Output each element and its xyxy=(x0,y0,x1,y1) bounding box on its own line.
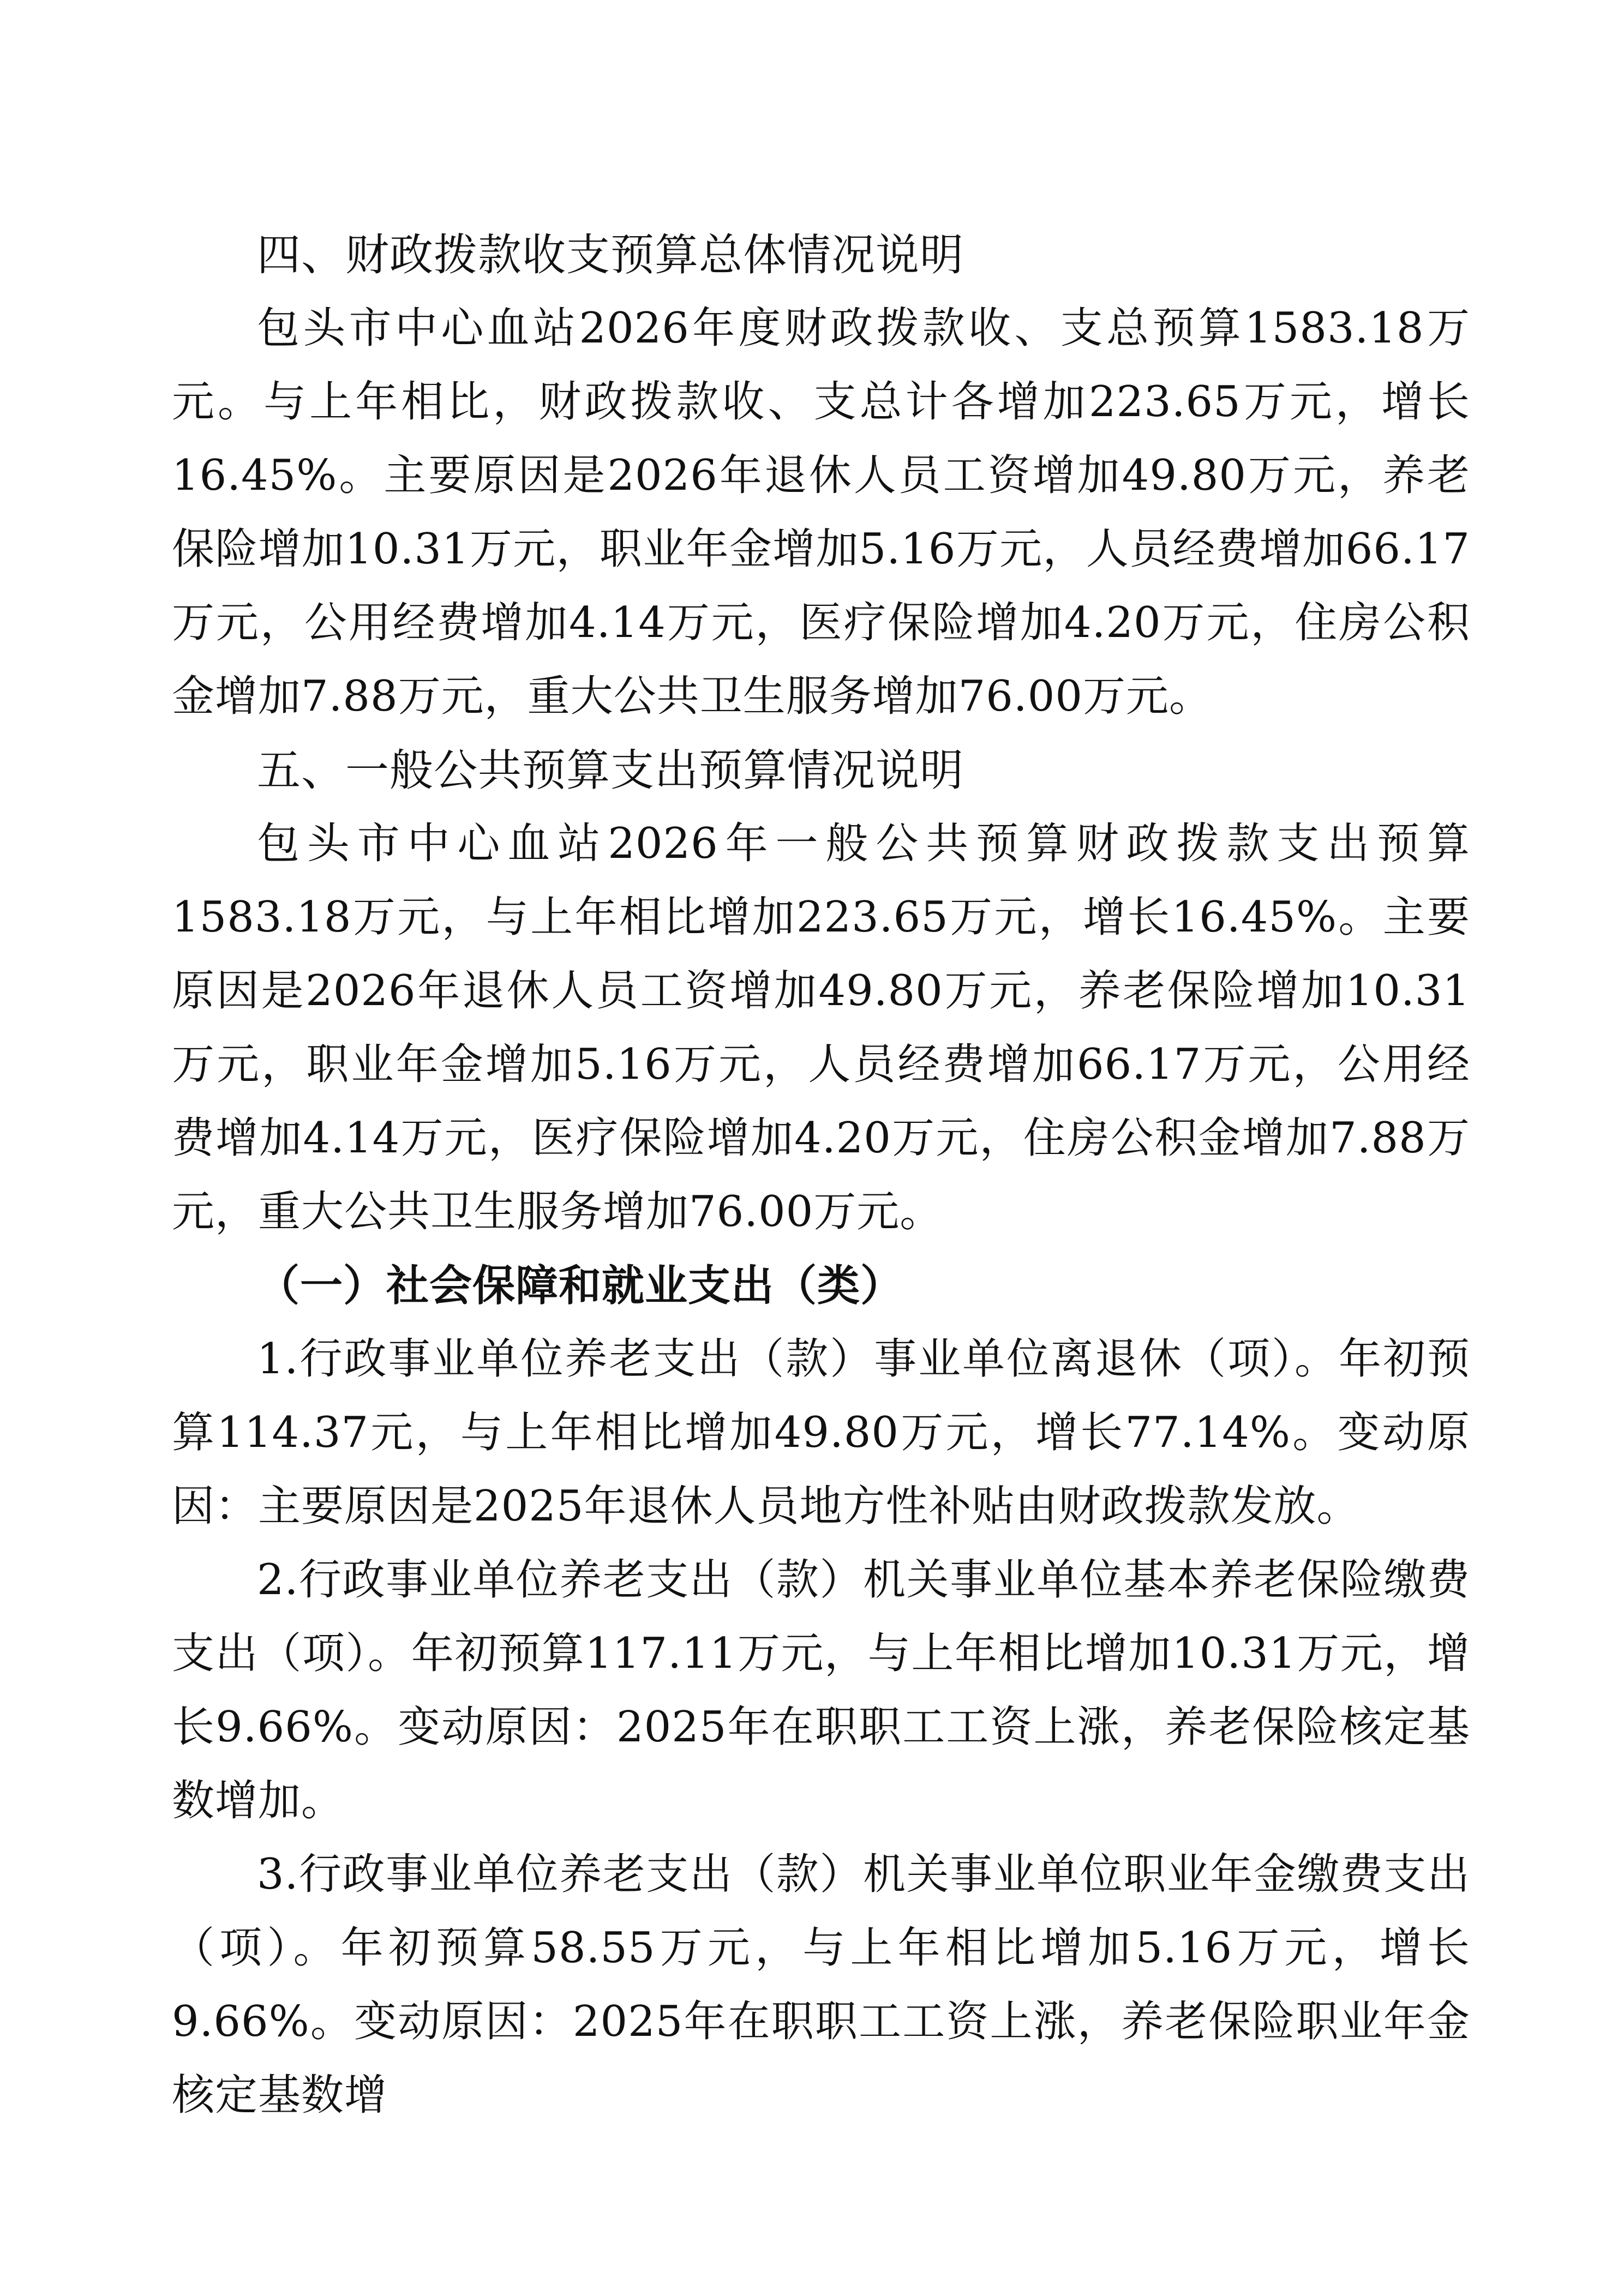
item-1-paragraph: 1.行政事业单位养老支出（款）事业单位离退休（项）。年初预算114.37元，与上年相比增加49.80万元，增长77.14%。变动原因：主要原因是2025年退休人员地方性补贴由财政拨款发放。 xyxy=(172,1335,1470,1531)
item-3-paragraph: 3.行政事业单位养老支出（款）机关事业单位职业年金缴费支出（项）。年初预算58.55万元，与上年相比增加5.16万元，增长9.66%。变动原因：2025年在职职工工资上涨，养老保险职业年金核定基数增 xyxy=(172,1850,1470,2120)
subsection-1-heading: （一）社会保障和就业支出（类） xyxy=(257,1261,904,1311)
section-4-heading: 四、财政拨款收支预算总体情况说明 xyxy=(257,230,964,280)
section-5-paragraph: 包头市中心血站2026年一般公共预算财政拨款支出预算1583.18万元，与上年相比增加223.65万元，增长16.45%。主要原因是2026年退休人员工资增加49.80万元，养老保险增加10.31万元，职业年金增加5.16万元，人员经费增加66.17万元，公用经费增加4.14万元，医疗保险增加4.20万元，住房公积金增加7.88万元，重大公共卫生服务增加76.00万元。 xyxy=(172,819,1470,1236)
item-2-paragraph: 2.行政事业单位养老支出（款）机关事业单位基本养老保险缴费支出（项）。年初预算117.11万元，与上年相比增加10.31万元，增长9.66%。变动原因：2025年在职职工工资上涨，养老保险核定基数增加。 xyxy=(172,1555,1470,1825)
section-5-heading: 五、一般公共预算支出预算情况说明 xyxy=(257,745,964,796)
section-4-paragraph: 包头市中心血站2026年度财政拨款收、支总预算1583.18万元。与上年相比，财政拨款收、支总计各增加223.65万元，增长16.45%。主要原因是2026年退休人员工资增加49.80万元，养老保险增加10.31万元，职业年金增加5.16万元，人员经费增加66.17万元，公用经费增加4.14万元，医疗保险增加4.20万元，住房公积金增加7.88万元，重大公共卫生服务增加76.00万元。 xyxy=(172,304,1470,721)
document-page xyxy=(172,218,1470,2132)
